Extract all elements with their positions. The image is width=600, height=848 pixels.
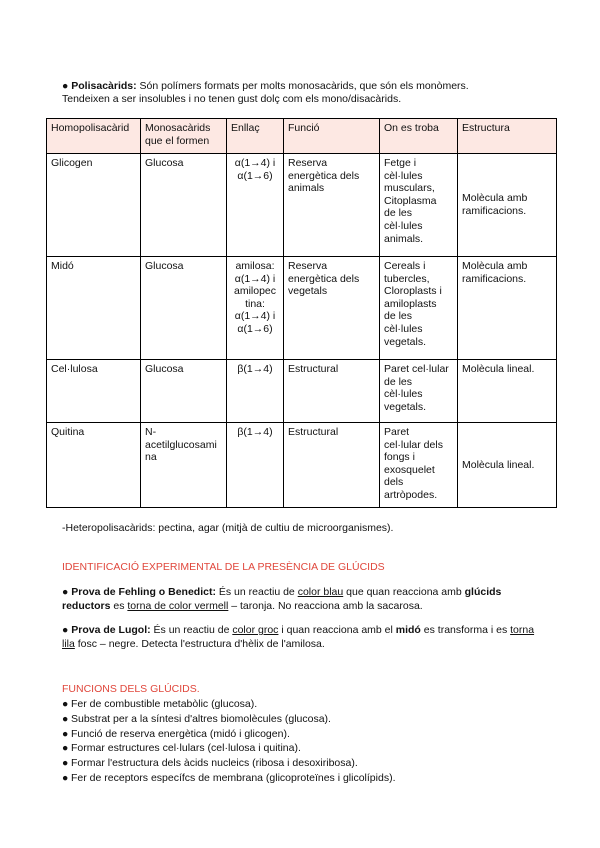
cell-function: Reserva energètica dels animals xyxy=(284,154,380,257)
section-heading-functions: FUNCIONS DELS GLÚCIDS. xyxy=(62,683,200,695)
cell-bond: amilosa: α(1→4) i amilopec tina: α(1→4) i α(1→6) xyxy=(227,257,284,360)
bullet-icon: ● xyxy=(62,586,69,598)
cell-structure: Molècula amb ramificacions. xyxy=(458,257,557,360)
section-heading-identification: IDENTIFICACIÓ EXPERIMENTAL DE LA PRESÈNCIA DE GLÚCIDS xyxy=(62,561,385,573)
table-header-row xyxy=(47,119,557,154)
bullet-icon: ● xyxy=(62,80,69,92)
cell-mono: N-acetilglucosamina xyxy=(141,423,227,508)
list-item: ● Funció de reserva energètica (midó i glicogen). xyxy=(62,727,290,740)
cell-bond: α(1→4) i α(1→6) xyxy=(227,154,284,257)
cell-location: Paret cel·lular de les cèl·lules vegetals. xyxy=(380,360,458,423)
bullet-icon: ● xyxy=(62,771,69,784)
cell-mono: Glucosa xyxy=(141,257,227,360)
cell-location: Paret cel·lular dels fongs i exosquelet dels artròpodes. xyxy=(380,423,458,508)
homopolysaccharides-table xyxy=(46,118,557,508)
cell-bond: β(1→4) xyxy=(227,360,284,423)
list-item: ● Formar l'estructura dels àcids nucleics (ribosa i desoxiribosa). xyxy=(62,757,358,770)
cell-structure: Molècula amb ramificacions. xyxy=(458,154,557,257)
header-monosaccharides: Monosacàrids que el formen xyxy=(141,119,227,154)
header-homopolysaccharide: Homopolisacàrid xyxy=(47,119,141,154)
bullet-icon: ● xyxy=(62,757,69,770)
cell-mono: Glucosa xyxy=(141,154,227,257)
polysaccharides-intro xyxy=(62,80,542,106)
list-item: ● Substrat per a la síntesi d'altres biomolècules (glucosa). xyxy=(62,712,331,725)
cell-name: Cel·lulosa xyxy=(47,360,141,423)
cell-function: Estructural xyxy=(284,360,380,423)
cell-name: Midó xyxy=(47,257,141,360)
cell-location: Cereals i tubercles, Cloroplasts i amiloplasts de les cèl·lules vegetals. xyxy=(380,257,458,360)
table-row xyxy=(47,423,557,508)
table-row xyxy=(47,154,557,257)
bullet-icon: ● xyxy=(62,624,69,636)
header-bond: Enllaç xyxy=(227,119,284,154)
cell-mono: Glucosa xyxy=(141,360,227,423)
intro-line-1: Són polímers formats per molts monosacàrids, que són els monòmers. xyxy=(136,80,469,92)
cell-structure: Molècula lineal. xyxy=(458,423,557,508)
cell-function: Estructural xyxy=(284,423,380,508)
cell-bond: β(1→4) xyxy=(227,423,284,508)
cell-name: Quitina xyxy=(47,423,141,508)
cell-name: Glicogen xyxy=(47,154,141,257)
intro-line-2: Tendeixen a ser insolubles i no tenen gust dolç com els mono/disacàrids. xyxy=(62,93,402,105)
cell-structure: Molècula lineal. xyxy=(458,360,557,423)
header-structure: Estructura xyxy=(458,119,557,154)
functions-list xyxy=(62,697,395,786)
list-item: ● Fer de receptors específcs de membrana (glicoproteïnes i glicolípids). xyxy=(62,771,396,784)
list-item: ● Fer de combustible metabòlic (glucosa). xyxy=(62,698,258,710)
cell-location: Fetge i cèl·lules musculars, Citoplasma de les cèl·lules animals. xyxy=(380,154,458,257)
bullet-icon: ● xyxy=(62,742,69,755)
header-function: Funció xyxy=(284,119,380,154)
intro-term: Polisacàrids: xyxy=(71,80,137,92)
cell-function: Reserva energètica dels vegetals xyxy=(284,257,380,360)
bullet-icon: ● xyxy=(62,727,69,740)
fehling-paragraph: ● Prova de Fehling o Benedict: És un reactiu de color blau que quan reacciona amb glúcids reductors es torna de color vermell – taronja. No reacciona amb la sacarosa. xyxy=(62,586,502,612)
list-item: ● Formar estructures cel·lulars (cel·lulosa i quitina). xyxy=(62,742,301,755)
table-row xyxy=(47,257,557,360)
bullet-icon: ● xyxy=(62,712,69,725)
bullet-icon: ● xyxy=(62,698,69,710)
header-location: On es troba xyxy=(380,119,458,154)
heteropolysaccharides-note: -Heteropolisacàrids: pectina, agar (mitjà de cultiu de microorganismes). xyxy=(62,522,394,534)
lugol-paragraph: ● Prova de Lugol: És un reactiu de color groc i quan reacciona amb el midó es transforma i es torna lila fosc – negre. Detecta l'estructura d'hèlix de l'amilosa. xyxy=(62,624,535,650)
table-row xyxy=(47,360,557,423)
